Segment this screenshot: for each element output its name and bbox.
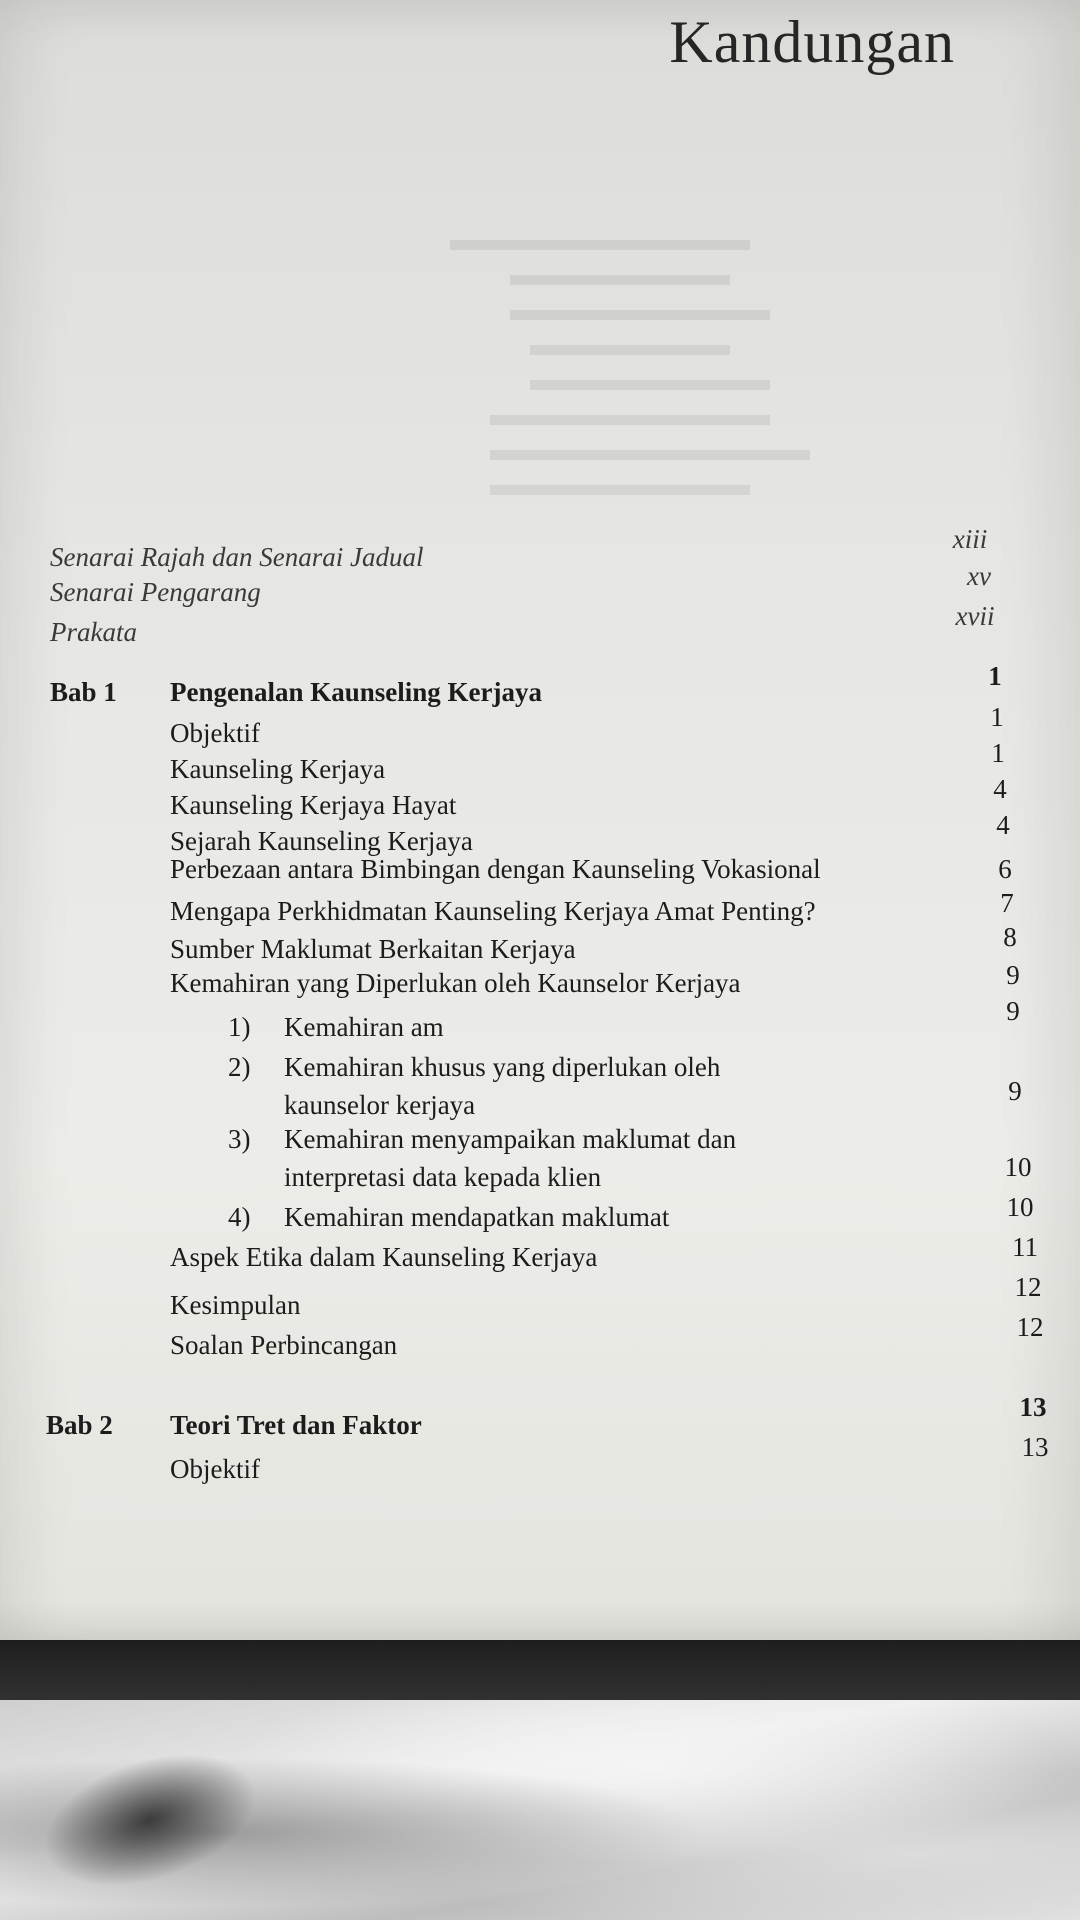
toc-label: Sejarah Kaunseling Kerjaya: [170, 826, 473, 856]
toc-page: xv: [967, 561, 991, 591]
toc-page: 13: [1021, 1432, 1049, 1462]
toc-label: Prakata: [50, 617, 137, 647]
toc-page: 9: [1006, 960, 1020, 990]
toc-page: xiii: [952, 524, 988, 554]
toc-label: Mengapa Perkhidmatan Kaunseling Kerjaya Amat Penting?: [170, 896, 816, 926]
toc-page: 10: [1006, 1192, 1034, 1222]
toc-page: 9: [1006, 996, 1020, 1026]
toc-page: 1: [991, 738, 1005, 768]
chapter-number: Bab 2: [46, 1410, 113, 1440]
toc-label: Soalan Perbincangan: [170, 1330, 398, 1360]
toc-page: 12: [1016, 1312, 1044, 1342]
toc-label: Senarai Rajah dan Senarai Jadual: [50, 542, 424, 572]
toc-page: 13: [1019, 1392, 1047, 1422]
toc-label: Kaunseling Kerjaya: [170, 754, 386, 784]
toc-label: Objektif: [170, 718, 260, 748]
toc-subentry-number: 3): [228, 1124, 251, 1154]
toc-label: Kesimpulan: [170, 1290, 301, 1320]
chapter-number: Bab 1: [50, 677, 117, 707]
toc-page: 6: [998, 854, 1012, 884]
toc-label: Kemahiran mendapatkan maklumat: [284, 1202, 670, 1232]
toc-page: 9: [1008, 1076, 1022, 1106]
toc-label: Kaunseling Kerjaya Hayat: [170, 790, 457, 820]
toc-label: Kemahiran yang Diperlukan oleh Kaunselor Kerjaya: [170, 968, 741, 998]
toc-label: Kemahiran khusus yang diperlukan oleh: [284, 1052, 721, 1082]
toc-label: Kemahiran am: [284, 1012, 444, 1042]
toc-page: 8: [1003, 922, 1017, 952]
chapter-title: Pengenalan Kaunseling Kerjaya: [170, 677, 543, 707]
page-title: Kandungan: [669, 9, 955, 75]
show-through-text: [430, 230, 990, 530]
toc-label: Aspek Etika dalam Kaunseling Kerjaya: [170, 1242, 598, 1272]
toc-label: Senarai Pengarang: [50, 577, 261, 607]
toc-page: 11: [1012, 1232, 1038, 1262]
toc-page: 7: [1000, 888, 1014, 918]
toc-page: 12: [1014, 1272, 1042, 1302]
toc-page: 4: [993, 774, 1007, 804]
toc-page: 10: [1004, 1152, 1032, 1182]
toc-label-continued: interpretasi data kepada klien: [284, 1162, 602, 1192]
chapter-title: Teori Tret dan Faktor: [170, 1410, 422, 1440]
toc-page: xvii: [955, 601, 995, 631]
toc-label: Objektif: [170, 1454, 260, 1484]
toc-subentry-number: 1): [228, 1012, 251, 1042]
toc-label: Kemahiran menyampaikan maklumat dan: [284, 1124, 737, 1154]
toc-label: Sumber Maklumat Berkaitan Kerjaya: [170, 934, 576, 964]
toc-page: 1: [990, 702, 1004, 732]
toc-page: 4: [996, 810, 1010, 840]
toc-subentry-number: 4): [228, 1202, 251, 1232]
toc-page: 1: [988, 661, 1002, 691]
toc-subentry-number: 2): [228, 1052, 251, 1082]
toc-label-continued: kaunselor kerjaya: [284, 1090, 476, 1120]
toc-label: Perbezaan antara Bimbingan dengan Kaunseling Vokasional: [170, 854, 821, 884]
